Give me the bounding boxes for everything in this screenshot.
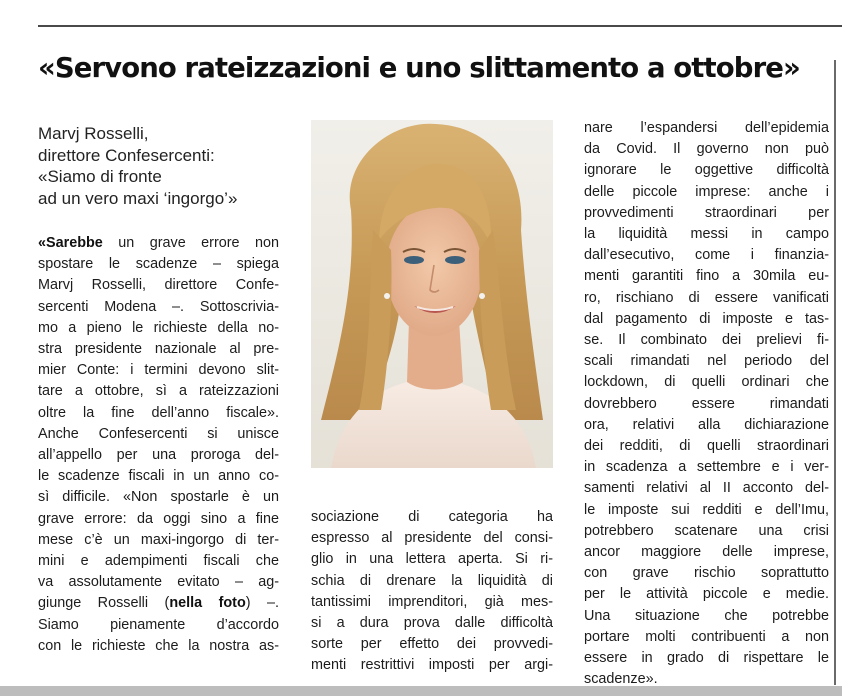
article-column-1 [38,233,279,657]
subhead-line: Marvj Rosselli, [38,124,149,143]
column-line: stra presidente nazionale al pre- [38,341,279,358]
portrait-photo [311,120,553,468]
column-line: portare molti contribuenti a non [584,628,829,645]
column-line: tare a ottobre, sì a rateizzazioni [38,383,279,400]
column-line: giunge Rosselli (nella foto) –. [38,595,279,612]
column-line: essere in grado di rispettare le [584,650,829,667]
column-line: scali rimandati nel periodo del [584,353,829,370]
subhead-line: «Siamo di fronte [38,167,162,186]
column-line: Marvj Rosselli, direttore Confe- [38,277,279,294]
column-line: si a dura prova dalle difficoltà [311,615,553,632]
column-line: Una situazione che potrebbe [584,607,829,624]
column-line: va assolutamente evitato – ag- [38,574,279,591]
column-line: oltre la fine dell’anno fiscale». [38,404,279,421]
column-line: espresso al presidente del consi- [311,530,553,547]
column-line: sercenti Modena –. Sottoscrivia- [38,298,279,315]
column-line: provvedimenti straordinari per [584,204,829,221]
subhead-line: direttore Confesercenti: [38,145,215,165]
column-line: dall’esecutivo, come i finanzia- [584,247,829,264]
column-line: le imposte sui redditi e dell’Imu, [584,501,829,518]
column-line: potrebbero scatenare una crisi [584,522,829,539]
photo-reference: nella foto [169,595,246,612]
portrait-icon [311,120,553,468]
article-column-2 [311,507,553,677]
column-line: dei redditi, di quelli straordinari [584,438,829,455]
column-line: se. Il combinato dei prelievi fi- [584,332,829,349]
column-line: dal pagamento di imposte e tas- [584,310,829,327]
column-line: menti restrittivi imposti per argi- [311,657,553,674]
column-line: tantissimi imprenditori, già mes- [311,593,553,610]
column-line: delle piccole imprese: anche i [584,183,829,200]
column-rule [834,60,836,685]
top-rule [38,25,842,27]
column-line: dovrebbero essere rimandati [584,395,829,412]
column-line: ignorare le oggettive difficoltà [584,162,829,179]
subhead [38,123,300,209]
column-line: all’appello per una proroga del- [38,447,279,464]
column-line: menti garantiti fino a 30mila eu- [584,268,829,285]
column-line: Siamo pienamente d’accordo [38,616,279,633]
column-line: glio in una lettera aperta. Si ri- [311,551,553,568]
column-line: sorte per effetto dei provvedi- [311,636,553,653]
column-line: spostare le scadenze – spiega [38,256,279,273]
column-line: scadenze». [584,671,658,688]
column-line: le scadenze fiscali in un anno co- [38,468,279,485]
column-line: ora, relativi alla dichiarazione [584,416,829,433]
column-line: con le richieste che la nostra as- [38,637,279,654]
column-line: lockdown, di quelli ordinari che [584,374,829,391]
column-line: la liquidità messi in campo [584,226,829,243]
column-line: Anche Confesercenti si unisce [38,425,279,442]
column-line: da Covid. Il governo non può [584,141,829,158]
column-line: mier Conte: i termini devono slit- [38,362,279,379]
column-line: mo a pieno le richieste della no- [38,319,279,336]
column-line: grave errore: da oggi sino a fine [38,510,279,527]
column-line: sociazione di categoria ha [311,509,553,525]
column-line: ancor maggiore delle imprese, [584,544,829,561]
article-column-3 [584,118,829,690]
column-line: samenti relativi al II acconto del- [584,480,829,497]
column-line: sì difficile. «Non spostarle è un [38,489,279,506]
column-line: ro, rischiano di essere vanificati [584,289,829,306]
lead-word: «Sarebbe [38,235,103,251]
column-line: per le attività piccole e medie. [584,586,829,603]
column-line: mese c’è un maxi-ingorgo di ter- [38,531,279,548]
column-line: in scadenza a settembre e i ver- [584,459,829,476]
subhead-line: ad un vero maxi ‘ingorgo’» [38,188,238,208]
column-line: schia di drenare la liquidità di [311,572,553,589]
column-line: nare l’espandersi dell’epidemia [584,120,829,136]
column-line: «Sarebbe un grave errore non [38,235,279,251]
column-line: mini e adempimenti fiscali che [38,553,279,570]
column-line: con grave rischio soprattutto [584,565,829,582]
headline: «Servono rateizzazioni e uno slittamento a ottobre» [38,52,800,84]
